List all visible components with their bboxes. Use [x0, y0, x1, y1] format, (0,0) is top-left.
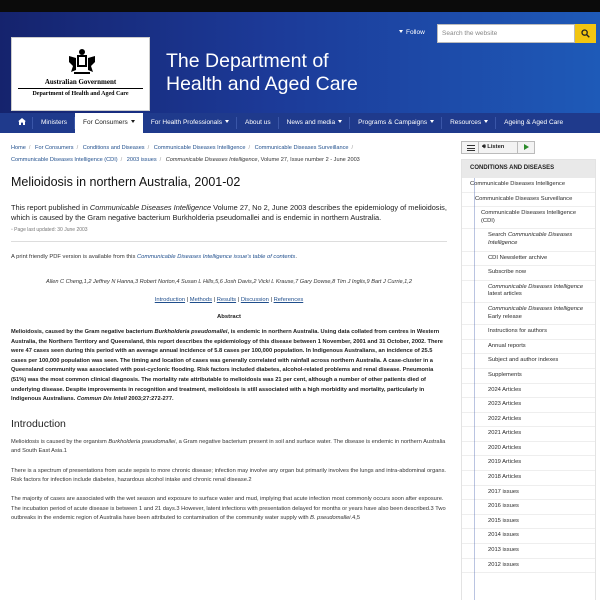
sidebar-item-label: Communicable Diseases Surveillance	[475, 195, 573, 202]
sidebar-item-label: Communicable Diseases Intelligence (CDI)	[481, 210, 577, 224]
section-link-discussion[interactable]: Discussion	[240, 297, 269, 303]
play-button[interactable]	[518, 141, 535, 154]
abstract-cite: 2003;27:272-277.	[126, 396, 174, 403]
sidebar-heading: CONDITIONS AND DISEASES	[462, 160, 595, 178]
search-input[interactable]: Search the website	[437, 24, 575, 43]
sidebar-item[interactable]	[462, 384, 595, 399]
sidebar-item-label: Instructions for authors	[488, 328, 547, 335]
speaker-icon: 🔊︎	[482, 144, 486, 150]
breadcrumb-link[interactable]: Communicable Diseases Intelligence (CDI)	[11, 157, 118, 163]
sidebar-item-label-italic: Communicable Diseases Intelligence	[488, 232, 573, 246]
pdf-link-text: Communicable Diseases Intelligence issue's table of contents	[136, 254, 296, 260]
sidebar-item-label-italic: Communicable Diseases Intelligence	[488, 283, 584, 290]
menu-icon-line	[467, 148, 475, 149]
sidebar-item[interactable]	[462, 413, 595, 428]
sidebar-item[interactable]	[462, 515, 595, 530]
site-header	[0, 12, 600, 113]
section-link-introduction[interactable]: Introduction	[154, 297, 186, 303]
sidebar-item-label: 2013 issues	[488, 547, 519, 554]
coat-of-arms-icon	[67, 48, 97, 76]
listen-button[interactable]	[479, 141, 518, 154]
nav-programs-campaigns[interactable]	[350, 113, 442, 133]
site-title-line1: The Department of	[166, 50, 329, 72]
top-black-bar	[0, 0, 600, 12]
sidebar-item[interactable]	[462, 500, 595, 515]
breadcrumb-separator: /	[147, 145, 150, 151]
sidebar-item[interactable]	[462, 471, 595, 486]
nav-ageing-aged-care[interactable]	[496, 113, 571, 133]
nav-label: About us	[244, 119, 271, 126]
pdf-text: A print friendly PDF version is available from this	[11, 254, 137, 260]
sidebar-item-label: 2022 Articles	[488, 415, 522, 422]
menu-button[interactable]	[461, 141, 479, 154]
nav-for-health-professionals[interactable]	[143, 113, 237, 133]
breadcrumb-current-italic: Communicable Diseases Intelligence	[165, 157, 258, 163]
breadcrumb-link[interactable]: Communicable Diseases Intelligence	[153, 145, 246, 151]
play-icon	[524, 144, 529, 150]
sidebar-item-label: 2017 issues	[488, 488, 519, 495]
introduction-heading: Introduction	[11, 417, 66, 430]
sidebar-item[interactable]	[462, 178, 595, 193]
menu-icon-line	[467, 150, 475, 151]
sidebar-item[interactable]	[462, 544, 595, 559]
breadcrumb-separator: /	[351, 145, 354, 151]
sidebar-item[interactable]	[462, 354, 595, 369]
nav-for-consumers[interactable]	[75, 113, 143, 133]
sidebar-item[interactable]	[462, 442, 595, 457]
body-paragraph	[11, 438, 447, 457]
sidebar-item-label: Supplements	[488, 371, 522, 378]
breadcrumb-current	[166, 157, 360, 163]
nav-home[interactable]	[11, 113, 33, 133]
breadcrumb-separator: /	[248, 145, 251, 151]
author-list: Allen C Cheng,1,2 Jeffrey N Hanna,3 Robert Norton,4 Susan L Hills,5,6 Josh Davis,2 Vicki L Krause,7 Gary Dowse,8 Tim J Inglis,9 Bart J Currie,1,2	[46, 279, 412, 285]
listen-toolbar	[461, 141, 535, 154]
chevron-down-icon	[131, 120, 135, 123]
chevron-down-icon	[484, 120, 488, 123]
sidebar-item[interactable]	[462, 281, 595, 303]
para-text: The majority of cases are associated with the wet season and exposure to surface water and mud, implying that acute infection most commonly occurs soon after exposure. The incubation period of acute disease is between 1 and 21 days.3 However, latent infections with presentation delayed for months or years have also been described.3 Two outbreaks in the endemic region of Australia have been attributed to contamination of the community water supply with	[11, 496, 446, 522]
sidebar-item-label: Annual reports	[488, 342, 526, 349]
nav-label: News and media	[286, 119, 336, 126]
page-last-updated: ▫ Page last updated: 30 June 2003	[11, 227, 447, 233]
sidebar-item-label: Subscribe now	[488, 269, 527, 276]
nav-label: Ministers	[41, 119, 68, 126]
sidebar-item-label-suffix: latest articles	[488, 291, 522, 298]
nav-label: Resources	[450, 119, 482, 126]
sidebar-item-label: 2018 Articles	[488, 474, 522, 481]
chevron-down-icon	[338, 120, 342, 123]
divider	[11, 241, 447, 242]
nav-label: Programs & Campaigns	[358, 119, 428, 126]
section-links: Introduction | Methods | Results | Discussion | References	[154, 297, 304, 303]
sidebar-item[interactable]	[462, 207, 595, 229]
pdf-text-end: .	[295, 254, 297, 260]
sidebar-item[interactable]	[462, 252, 595, 267]
abstract-cite-journal: Commun Dis Intell	[76, 396, 127, 403]
home-icon	[18, 118, 26, 125]
sidebar-item-label: 2019 Articles	[488, 459, 522, 466]
abstract-heading: Abstract	[217, 314, 241, 320]
abstract-body: , is endemic in northern Australia. Using data collated from centres in Western Australia, the Northern Territory and Queensland, this report describes the epidemiology of this disease between 1 November, 2001 and 31 October, 2002. There were 47 cases seen during this period with an average annual incidence of 5.8 cases per 100,000 population. In Indigenous Australians, an incidence of 25.5 cases per 100,000 population was seen. The timing and location of cases was generally correlated with rainfall across northern Australia. A case-cluster in a Queensland community was associated with post-cyclonic flooding. Risk factors included diabetes, alcohol-related problems and renal disease. Pneumonia (51%) was the most common clinical diagnosis. The mortality rate attributable to melioidosis was 21 per cent, although a number of other patients died of underlying disease. Despite improvements in recognition and treatment, melioidosis is still associated with a high morbidity and mortality, particularly in Indigenous Australians.	[11, 329, 443, 403]
nav-label: For Consumers	[83, 119, 128, 126]
breadcrumb-link[interactable]: For Consumers	[35, 145, 74, 151]
sidebar-item[interactable]	[462, 369, 595, 384]
sidebar-item-label: 2012 issues	[488, 561, 519, 568]
sidebar-item[interactable]	[462, 398, 595, 413]
nav-news-and-media[interactable]	[279, 113, 350, 133]
sidebar-item-label: 2020 Articles	[488, 444, 522, 451]
abstract-species: Burkholderia pseudomallei	[154, 329, 228, 335]
search-button[interactable]	[575, 24, 596, 43]
intro-text: This report published in	[11, 203, 90, 212]
government-logo[interactable]	[11, 37, 150, 111]
site-title-line2: Health and Aged Care	[166, 73, 358, 95]
breadcrumb-link[interactable]: Home	[11, 145, 26, 151]
sidebar-item-label: 2016 issues	[488, 503, 519, 510]
logo-department-text: Department of Health and Aged Care	[18, 88, 143, 97]
breadcrumb-separator: /	[120, 157, 123, 163]
breadcrumb-link[interactable]: 2003 issues	[126, 157, 157, 163]
pdf-notice	[11, 254, 447, 260]
para-text: Melioidosis is caused by the organism	[11, 438, 109, 445]
sidebar-item-label: Communicable Diseases Intelligence	[470, 181, 566, 187]
search-icon	[581, 29, 590, 38]
nav-label: Ageing & Aged Care	[504, 119, 564, 126]
nav-ministers[interactable]	[33, 113, 75, 133]
breadcrumb	[11, 142, 451, 166]
breadcrumb-link[interactable]: Communicable Diseases Surveillance	[254, 145, 349, 151]
sidebar-item[interactable]	[462, 266, 595, 281]
breadcrumb-separator: /	[76, 145, 79, 151]
listen-label: Listen	[487, 144, 505, 150]
nav-resources[interactable]	[442, 113, 496, 133]
sidebar-item[interactable]	[462, 559, 595, 574]
sidebar-item[interactable]	[462, 303, 595, 325]
breadcrumb-separator: /	[28, 145, 31, 151]
pdf-toc-link[interactable]	[137, 254, 295, 260]
sidebar-item-label-suffix: Early release	[488, 313, 522, 320]
breadcrumb-link[interactable]: Conditions and Diseases	[82, 145, 145, 151]
sidebar-item-label: 2014 issues	[488, 532, 519, 539]
sidebar-item[interactable]	[462, 193, 595, 208]
para-italic: B. pseudomallei	[310, 515, 351, 522]
sidebar-nav	[461, 159, 596, 600]
main-content	[11, 175, 447, 534]
sidebar-item-label-italic: Communicable Diseases Intelligence	[488, 305, 584, 312]
site-title	[166, 50, 358, 96]
sidebar-item[interactable]	[462, 325, 595, 340]
breadcrumb-separator: /	[159, 157, 162, 163]
logo-government-text: Australian Government	[44, 78, 117, 86]
breadcrumb-current-rest: , Volume 27, Issue number 2 - June 2003	[257, 157, 360, 163]
sidebar-item[interactable]	[462, 229, 595, 251]
sidebar-item-label: 2023 Articles	[488, 401, 522, 408]
sidebar-item-label-prefix: Search	[488, 232, 508, 239]
chevron-down-icon	[430, 120, 434, 123]
sidebar-item-label: 2024 Articles	[488, 386, 522, 393]
intro-italic: Communicable Diseases Intelligence	[89, 203, 212, 212]
nav-label: For Health Professionals	[150, 119, 222, 126]
section-link-results[interactable]: Results	[216, 297, 237, 303]
sidebar-item[interactable]	[462, 340, 595, 355]
intro-text-rest: Volume 27, No 2, June 2003 describes the epidemiology of melioidosis, which is caused by the Gram negative bacterium Burkholderia pseudomallei and is endemic in northern Australia.	[11, 203, 447, 222]
para-italic: Burkholderia pseudomallei	[108, 438, 176, 445]
sidebar-item[interactable]	[462, 486, 595, 501]
sidebar-list	[462, 178, 595, 573]
sidebar-item-label: 2015 issues	[488, 517, 519, 524]
main-nav	[0, 113, 600, 133]
sidebar-item[interactable]	[462, 456, 595, 471]
sidebar-item[interactable]	[462, 427, 595, 442]
follow-button[interactable]	[399, 29, 425, 36]
para-text-rest: .4,5	[350, 515, 361, 522]
sidebar-item[interactable]	[462, 529, 595, 544]
page-title: Melioidosis in northern Australia, 2001-02	[11, 175, 241, 189]
para-text-rest: , a Gram negative bacterium present in soil and surface water. The disease is endemic in northern Australia and South East Asia.1	[11, 438, 446, 455]
section-link-references[interactable]: References	[273, 297, 304, 303]
body-paragraph: There is a spectrum of presentations from acute sepsis to more chronic disease; infection may involve any organ but primarily involves the lungs and intra-abdominal organs. Risk factors for infection include diabetes, hazardous alcohol intake and chronic renal disease.2	[11, 467, 446, 483]
intro-paragraph	[11, 203, 447, 223]
follow-label: Follow	[406, 29, 425, 36]
sidebar-item-label: Subject and author indexes	[488, 357, 559, 364]
chevron-down-icon	[225, 120, 229, 123]
sidebar-guide-line	[474, 178, 475, 600]
menu-icon	[467, 145, 475, 146]
body-paragraph	[11, 495, 447, 523]
sidebar-item-label: 2021 Articles	[488, 430, 522, 437]
nav-about-us[interactable]	[237, 113, 279, 133]
abstract-text	[11, 328, 447, 405]
dropdown-triangle-icon	[399, 30, 403, 33]
section-link-methods[interactable]: Methods	[189, 297, 213, 303]
sidebar-item-label: CDI Newsletter archive	[488, 254, 548, 261]
abstract-start: Melioidosis, caused by the Gram negative bacterium	[11, 329, 155, 335]
